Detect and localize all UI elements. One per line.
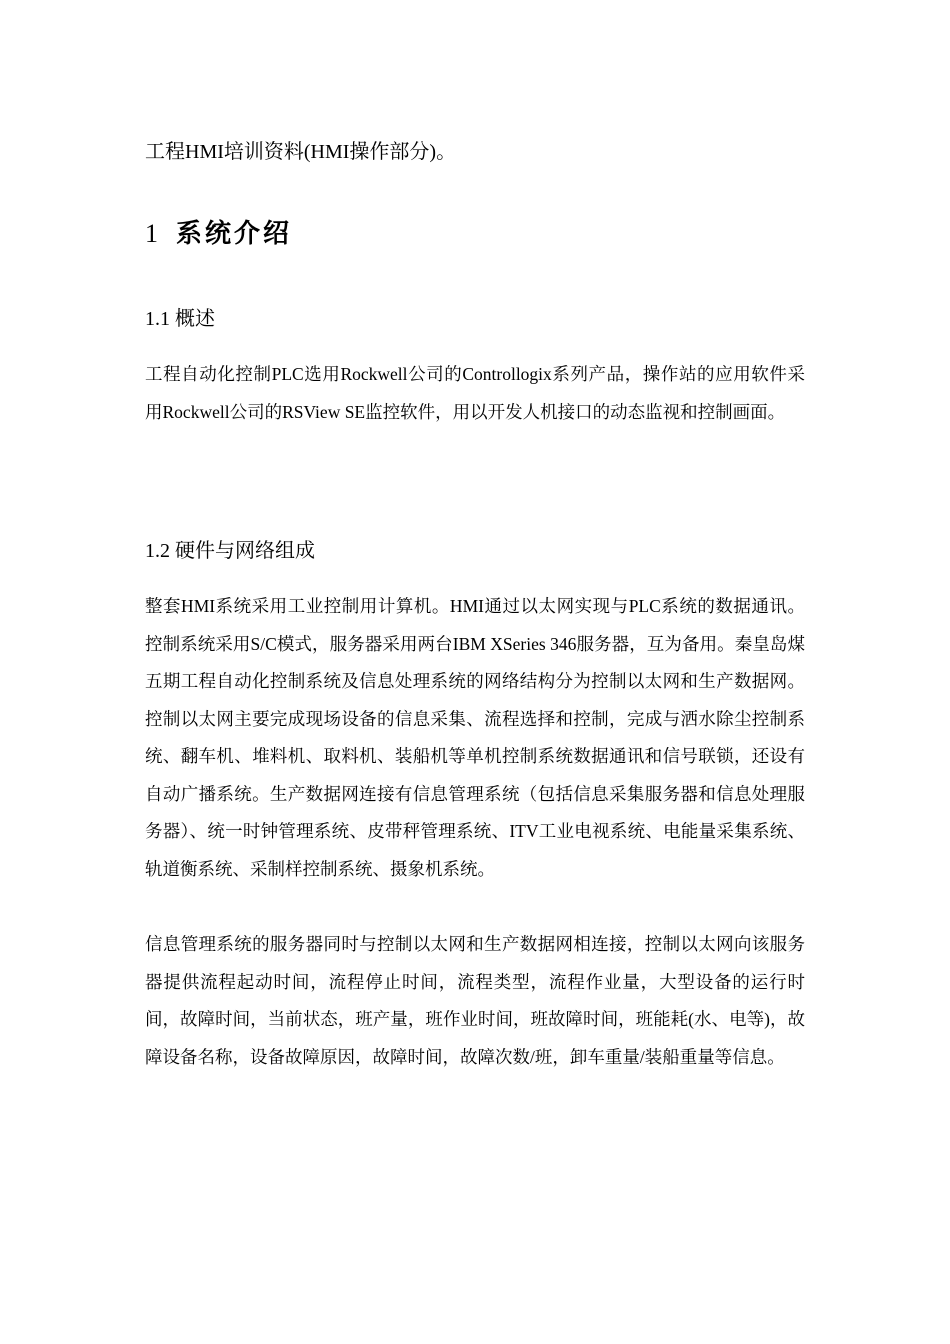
section-heading-overview: 1.1 概述 xyxy=(145,308,215,330)
chapter-title: 系统介绍 xyxy=(176,219,293,248)
overview-paragraph: 工程自动化控制PLC选用Rockwell公司的Controllogix系列产品，操作站的应用软件采用Rockwell公司的RSView SE监控软件，用以开发人机接口的动态监视和控制画面。 xyxy=(145,364,805,422)
section-heading-hardware-network: 1.2 硬件与网络组成 xyxy=(145,540,315,562)
document-subtitle: 工程HMI培训资料(HMI操作部分)。 xyxy=(145,141,457,163)
hardware-network-paragraph: 整套HMI系统采用工业控制用计算机。HMI通过以太网实现与PLC系统的数据通讯。控制系统采用S/C模式，服务器采用两台IBM XSeries 346服务器，互为备用。秦皇岛煤五期工程自动化控制系统及信息处理系统的网络结构分为控制以太网和生产数据网。控制以太网主要完成现场设备的信息采集、流程选择和控制，完成与洒水除尘控制系统、翻车机、堆料机、取料机、装船机等单机控制系统数据通讯和信号联锁，还设有自动广播系统。生产数据网连接有信息管理系统（包括信息采集服务器和信息处理服务器）、统一时钟管理系统、皮带秤管理系统、ITV工业电视系统、电能量采集系统、轨道衡系统、采制样控制系统、摄象机系统。 xyxy=(145,596,805,879)
information-management-paragraph: 信息管理系统的服务器同时与控制以太网和生产数据网相连接，控制以太网向该服务器提供流程起动时间，流程停止时间，流程类型，流程作业量，大型设备的运行时间，故障时间，当前状态，班产量，班作业时间，班故障时间，班能耗(水、电等)，故障设备名称，设备故障原因，故障时间，故障次数/班，卸车重量/装船重量等信息。 xyxy=(145,934,805,1067)
chapter-number: 1 xyxy=(145,219,158,248)
chapter-heading xyxy=(145,214,292,254)
